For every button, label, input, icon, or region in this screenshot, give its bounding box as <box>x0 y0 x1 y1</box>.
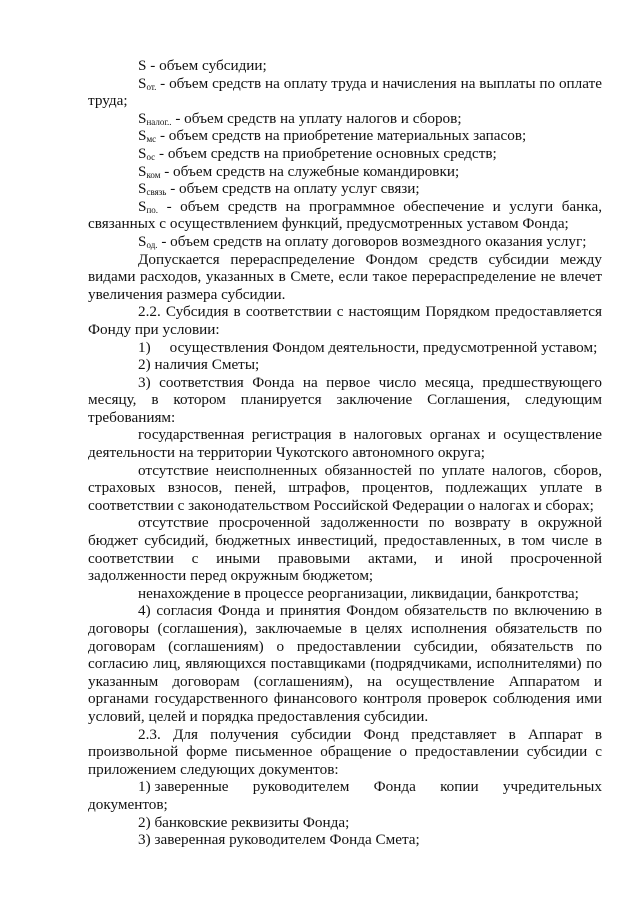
document-page <box>88 57 602 849</box>
item-1-word: учредительных <box>502 778 602 796</box>
requirement-registration: государственная регистрация в налоговых органах и осуществление деятельности на территории Чукотского автономного округа; <box>88 426 602 462</box>
item-1-word: копии <box>440 778 479 796</box>
item-1-word: Фонда <box>373 778 416 796</box>
paragraph-redistribution: Допускается перераспределение Фондом средств субсидии между видами расходов, указанных в Смете, если такое перераспределение не влечет увеличения размера субсидии. <box>88 250 602 303</box>
condition-1: 1) осуществления Фондом деятельности, предусмотренной уставом; <box>138 338 598 356</box>
condition-3: 3) соответствия Фонда на первое число месяца, предшествующего месяцу, в котором планируется заключение Соглашения, следующим требованиям: <box>88 373 602 426</box>
requirement-no-reorganization: ненахождение в процессе реорганизации, ликвидации, банкротства; <box>138 584 579 602</box>
paragraph-2-3: 2.3. Для получения субсидии Фонд представляет в Аппарат в произвольной форме письменное обращение о предоставлении субсидии с приложением следующих документов: <box>88 725 602 778</box>
document-item-3: 3) заверенная руководителем Фонда Смета; <box>138 831 420 849</box>
condition-2: 2) наличия Сметы; <box>138 356 260 374</box>
var-s-od: $S_{од.}$ - объем средств на оплату договоров возмездного оказания услуг; <box>138 232 587 250</box>
requirement-no-tax-debt: отсутствие неисполненных обязанностей по уплате налогов, сборов, страховых взносов, пеней, штрафов, процентов, подлежащих уплате в соответствии с законодательством Российской Федерации о налогах и сборах; <box>88 461 602 514</box>
var-s-po: $S_{по.}$ - объем средств на программное обеспечение и услуги банка, связанных с осуществлением функций, предусмотренных уставом Фонда; <box>88 197 602 233</box>
var-s: S - объем субсидии; <box>138 57 267 74</box>
requirement-no-budget-debt: отсутствие просроченной задолженности по возврату в окружной бюджет субсидий, бюджетных инвестиций, предоставленных, в том числе в соответствии с иными правовыми актами, и иной просроченной задолженности перед окружным бюджетом; <box>88 514 602 585</box>
item-1-word: 1) заверенные <box>138 778 229 796</box>
document-item-1-tail: документов; <box>88 795 168 813</box>
paragraph-2-2: 2.2. Субсидия в соответствии с настоящим Порядком предоставляется Фонду при условии: <box>88 303 602 338</box>
item-1-word: руководителем <box>252 778 350 796</box>
document-item-1-first-line <box>88 778 602 796</box>
condition-4: 4) согласия Фонда и принятия Фондом обязательств по включению в договоры (соглашения), заключаемые в целях исполнения обязательств по договорам (соглашениям) о предоставлении субсидии, обязательств по согласию лиц, являющихся поставщиками (подрядчиками, исполнителями) по указанным договорам (соглашениям), на осуществление Аппаратом и органами государственного финансового контроля проверок соблюдения ими условий, целей и порядка предоставления субсидии. <box>88 602 602 725</box>
document-item-1 <box>88 778 602 813</box>
var-s-nalog: $S_{налог..}$ - объем средств на уплату налогов и сборов; <box>138 109 462 127</box>
document-item-2: 2) банковские реквизиты Фонда; <box>138 813 350 831</box>
var-s-os: $S_{ос}$ - объем средств на приобретение основных средств; <box>138 144 497 162</box>
var-s-ot: $S_{от.}$ - объем средств на оплату труда и начисления на выплаты по оплате труда; <box>88 74 602 110</box>
var-s-svyaz: $S_{связь}$ - объем средств на оплату услуг связи; <box>138 180 420 198</box>
var-s-kom: $S_{ком}$ - объем средств на служебные командировки; <box>138 162 460 180</box>
var-s-ms: $S_{мс}$ - объем средств на приобретение материальных запасов; <box>138 127 527 145</box>
